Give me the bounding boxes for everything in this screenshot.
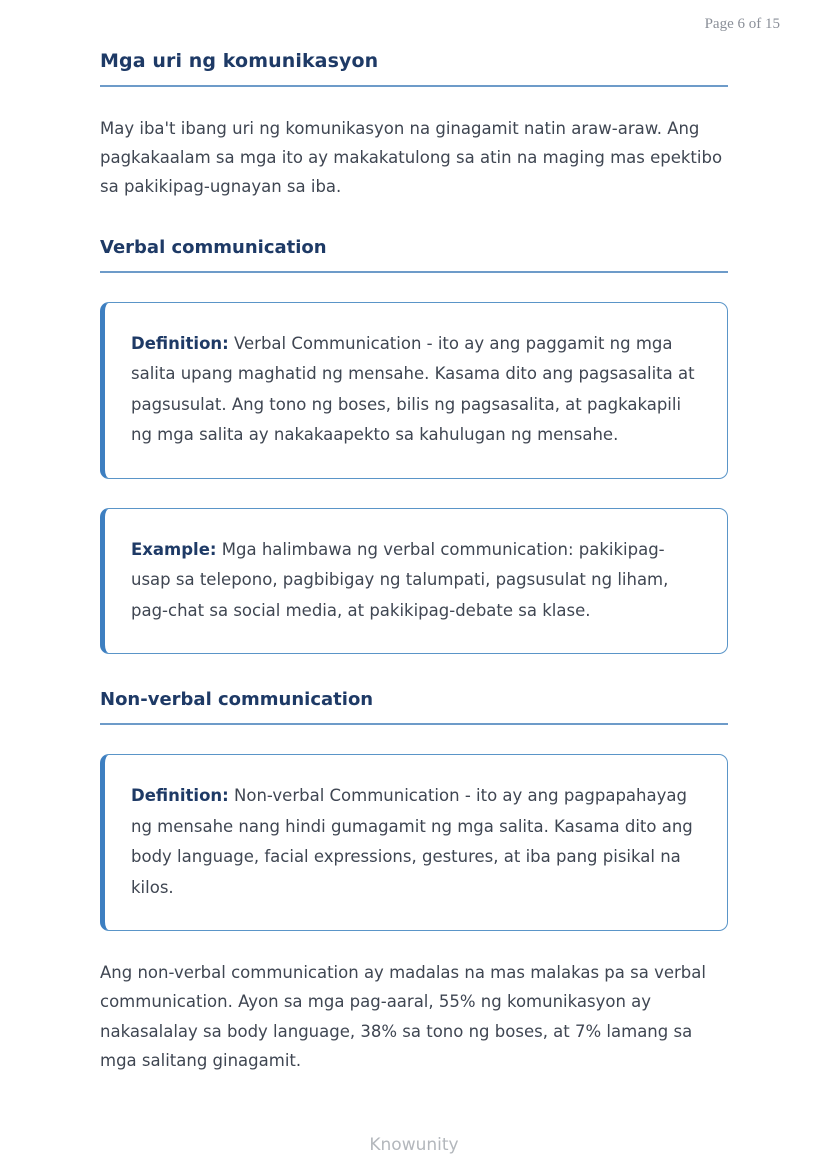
definition-callout-nonverbal bbox=[100, 754, 728, 931]
callout-text bbox=[131, 535, 699, 627]
example-callout-verbal bbox=[100, 508, 728, 655]
callout-body: Non-verbal Communication - ito ay ang pagpapahayag ng mensahe nang hindi gumagamit ng mga salita. Kasama dito ang body language, facial expressions, gestures, at iba pang pisikal na kilos. bbox=[131, 786, 693, 897]
page-content bbox=[100, 50, 728, 1075]
closing-paragraph: Ang non-verbal communication ay madalas na mas malakas pa sa verbal communication. Ayon sa mga pag-aaral, 55% ng komunikasyon ay nakasalalay sa body language, 38% sa tono ng boses, at 7% lamang sa mga salitang ginagamit. bbox=[100, 963, 706, 1070]
section-heading-nonverbal: Non-verbal communication bbox=[100, 689, 374, 711]
definition-callout-verbal bbox=[100, 302, 728, 479]
title-rule bbox=[100, 85, 728, 87]
intro-paragraph: May iba't ibang uri ng komunikasyon na ginagamit natin araw-araw. Ang pagkakaalam sa mga ito ay makakatulong sa atin na maging mas epektibo sa pakikipag-ugnayan sa iba. bbox=[100, 119, 723, 197]
callout-label: Definition: bbox=[131, 333, 229, 353]
callout-body: Verbal Communication - ito ay ang paggamit ng mga salita upang maghatid ng mensahe. Kasama dito ang pagsasalita at pagsusulat. Ang tono ng boses, bilis ng pagsasalita, at pagkakapili ng mga salita ay nakakaapekto sa kahulugan ng mensahe. bbox=[131, 333, 695, 445]
callout-text bbox=[131, 781, 699, 903]
section-heading-verbal: Verbal communication bbox=[100, 236, 327, 258]
page-number: Page 6 of 15 bbox=[704, 16, 780, 32]
callout-label: Example: bbox=[131, 539, 217, 559]
section-rule bbox=[100, 723, 728, 725]
callout-text bbox=[131, 329, 699, 451]
page-title: Mga uri ng komunikasyon bbox=[100, 50, 379, 72]
footer-brand: Knowunity bbox=[369, 1135, 459, 1155]
section-rule bbox=[100, 271, 728, 273]
callout-body: Mga halimbawa ng verbal communication: pakikipag-usap sa telepono, pagbibigay ng talumpati, pagsusulat ng liham, pag-chat sa social media, at pakikipag-debate sa klase. bbox=[131, 539, 669, 620]
callout-label: Definition: bbox=[131, 786, 229, 806]
